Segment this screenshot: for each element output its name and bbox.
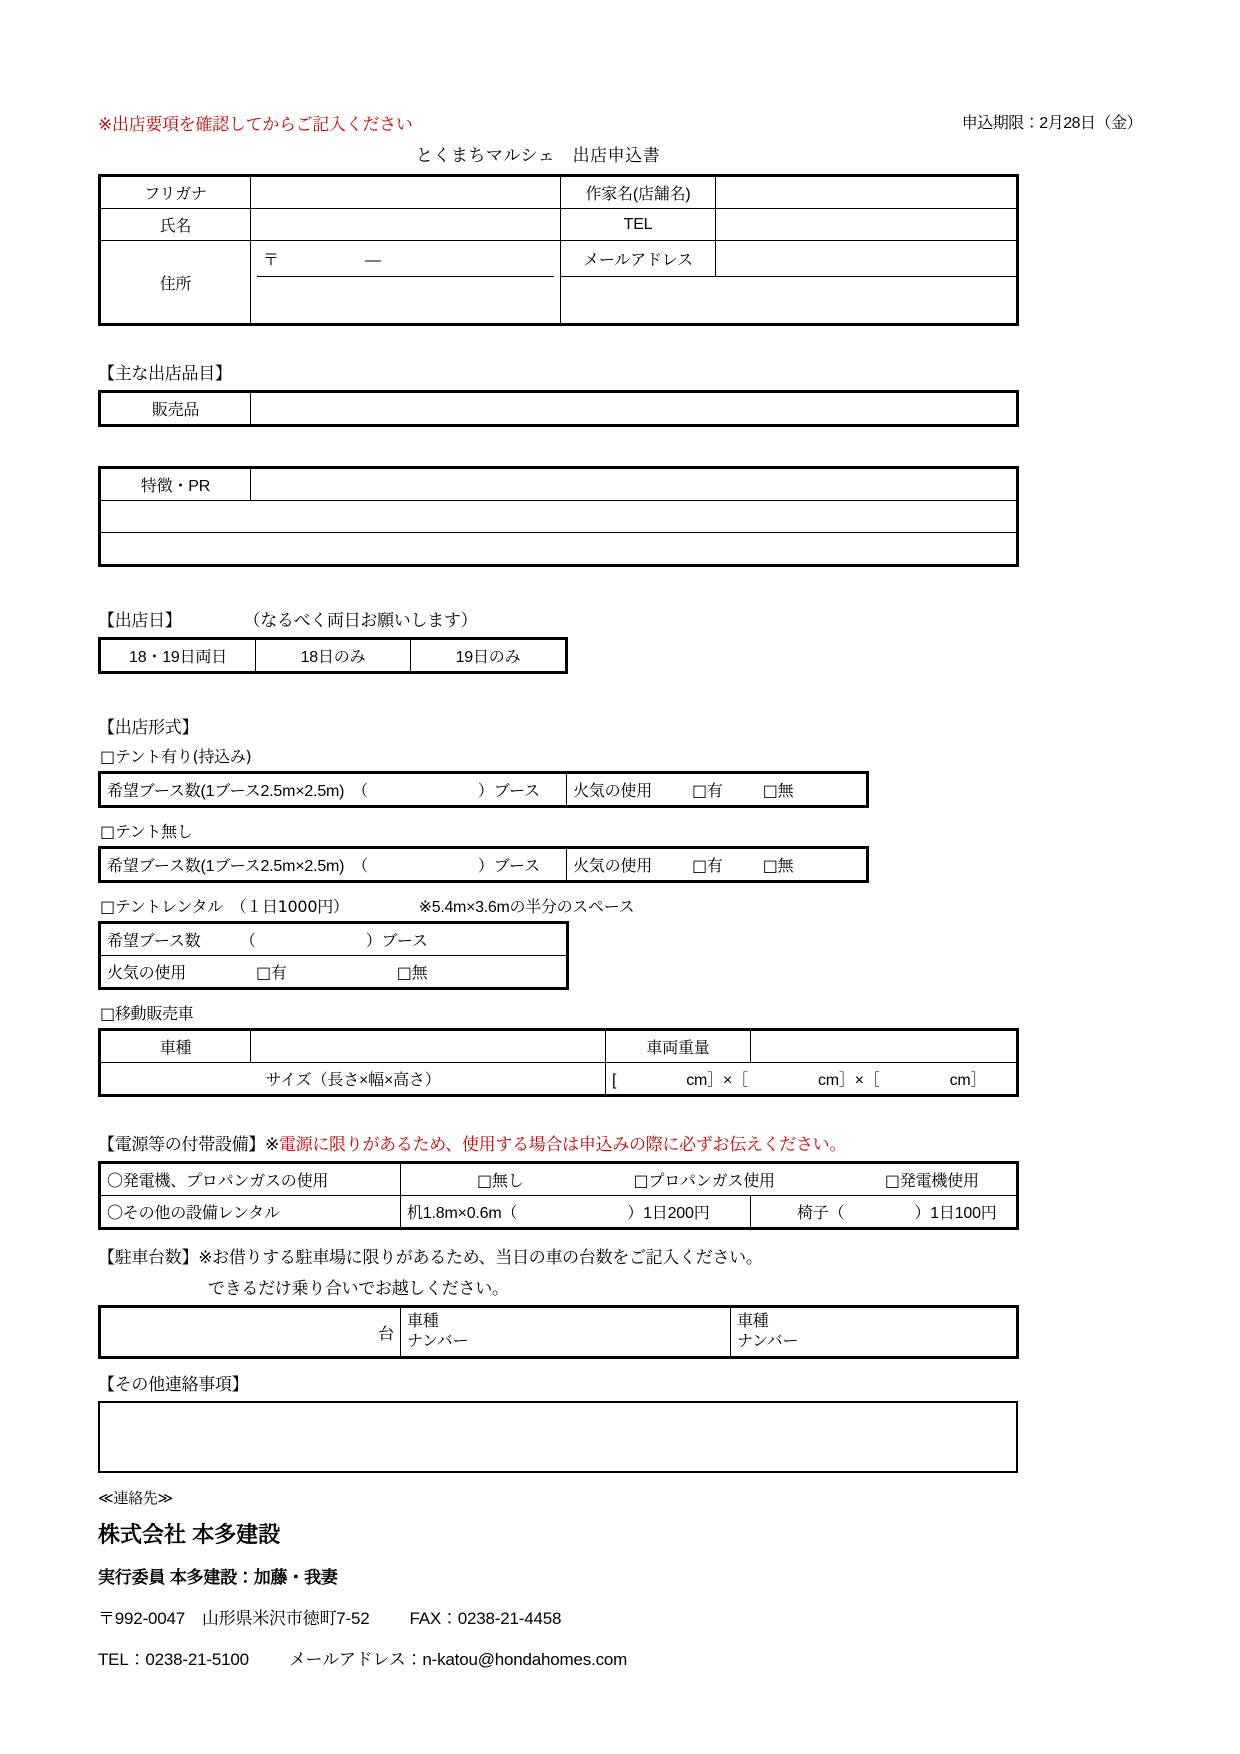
booth-count-suffix: ）ブース — [477, 783, 540, 800]
table-row — [101, 1063, 1017, 1095]
power-warn-mark: ※ — [265, 1135, 279, 1154]
table-row — [101, 177, 1017, 209]
email-input[interactable] — [716, 241, 1017, 277]
tel-label: TEL — [561, 209, 716, 241]
rental-booth-count-suffix: ）ブース — [365, 933, 428, 950]
size-bracket-open: [ — [612, 1072, 617, 1089]
sale-items-table-wrapper — [98, 390, 1019, 427]
pr-table-wrapper — [98, 466, 1019, 567]
parking-heading: 【駐車台数】※お借りする駐車場に限りがあるため、当日の車の台数をご記入ください。 — [98, 1248, 763, 1267]
rental-booth-count-cell[interactable] — [101, 924, 567, 956]
rental-fire-use-cell[interactable] — [101, 956, 567, 988]
size-unit-2: cm］×［ — [817, 1072, 880, 1089]
car-type-label: 車種 — [407, 1313, 439, 1330]
address-label: 住所 — [101, 241, 251, 324]
parking-table — [100, 1307, 1017, 1357]
table-row — [101, 849, 867, 881]
dates-heading-row — [98, 606, 1148, 631]
desk-rental-cell[interactable] — [401, 1196, 751, 1228]
tent-rental-table-wrapper — [98, 921, 569, 990]
checkbox-fire-yes[interactable]: □有 — [692, 781, 723, 800]
booth-tent-none-table — [100, 848, 867, 881]
vehicle-size-label: サイズ（長さ×幅×高さ） — [101, 1063, 606, 1095]
other-notes-input[interactable] — [98, 1401, 1018, 1473]
vehicle-table-wrapper — [98, 1028, 1019, 1097]
checkbox-tent-rental[interactable]: □テントレンタル （１日1000円） — [100, 897, 349, 916]
table-row — [101, 209, 1017, 241]
pr-label: 特徴・PR — [101, 469, 251, 501]
generator-options-cell[interactable] — [401, 1164, 1017, 1196]
booth-count-label: 希望ブース数(1ブース2.5m×2.5m) （ — [107, 858, 368, 875]
contact-fax: FAX：0238-21-4458 — [409, 1609, 562, 1628]
table-row — [101, 774, 867, 806]
fire-use-label: 火気の使用 — [107, 965, 187, 982]
car-number-label: ナンバー — [737, 1333, 799, 1350]
size-unit-1: cm］×［ — [686, 1072, 748, 1089]
rental-booth-count-label: 希望ブース数 （ — [107, 933, 256, 950]
checkbox-generator-use[interactable]: □発電機使用 — [884, 1171, 979, 1190]
checkbox-fire-no[interactable]: □無 — [762, 781, 794, 800]
fire-use-label: 火気の使用 — [573, 858, 653, 875]
pr-input-line3[interactable] — [101, 533, 1017, 565]
page-header — [98, 110, 1148, 135]
booth-count-suffix: ）ブース — [477, 858, 540, 875]
table-row — [101, 241, 1017, 277]
zip-line — [257, 245, 554, 277]
applicant-table — [100, 176, 1017, 324]
applicant-table-wrapper — [98, 174, 1019, 326]
booth-count-cell[interactable] — [101, 774, 567, 806]
checkbox-fire-no[interactable]: □無 — [762, 856, 794, 875]
artist-name-label: 作家名(店舗名) — [561, 177, 716, 209]
pr-input[interactable] — [251, 469, 1017, 501]
confirm-requirements-note: ※出店要項を確認してからご記入ください — [98, 115, 413, 134]
chair-rental-cell[interactable] — [751, 1196, 1017, 1228]
parking-subnote: できるだけ乗り合いでお越しください。 — [208, 1279, 509, 1298]
checkbox-generator-none[interactable]: □無し — [477, 1171, 524, 1190]
table-row — [101, 469, 1017, 501]
tent-rental-note: ※5.4m×3.6mの半分のスペース — [418, 899, 635, 916]
checkbox-fire-yes[interactable]: □有 — [256, 963, 287, 982]
parking-car-1-cell[interactable] — [401, 1308, 731, 1357]
size-unit-3: cm］ — [949, 1072, 987, 1089]
generator-label: 〇発電機、プロパンガスの使用 — [101, 1164, 401, 1196]
zip-mark-icon: 〒 — [263, 252, 279, 269]
date-option-both[interactable]: 18・19日両日 — [101, 640, 256, 672]
dates-note: （なるべく両日お願いします） — [243, 611, 478, 630]
vehicle-weight-label: 車両重量 — [606, 1031, 751, 1063]
contact-footer — [98, 1487, 1148, 1670]
table-row — [101, 1196, 1017, 1228]
address-input[interactable] — [257, 277, 554, 319]
fire-use-label: 火気の使用 — [573, 783, 653, 800]
power-warning-text: 電源に限りがあるため、使用する場合は申込みの際に必ずお伝えください。 — [278, 1135, 847, 1154]
checkbox-fire-no[interactable]: □無 — [396, 963, 428, 982]
contact-address: 〒992-0047 山形県米沢市徳町7-52 — [98, 1609, 370, 1628]
tel-input[interactable] — [716, 209, 1017, 241]
sale-item-input[interactable] — [251, 393, 1017, 425]
checkbox-tent-bring[interactable]: □テント有り(持込み) — [100, 747, 252, 766]
artist-name-input[interactable] — [716, 177, 1017, 209]
booth-tent-none-table-wrapper — [98, 846, 869, 883]
items-heading: 【主な出店品目】 — [98, 364, 232, 383]
contact-company: 株式会社 本多建設 — [98, 1522, 281, 1547]
format-heading: 【出店形式】 — [98, 718, 199, 737]
table-row — [101, 1031, 1017, 1063]
dates-heading: 【出店日】 — [98, 611, 182, 630]
dates-table — [100, 639, 566, 672]
address-input-cell[interactable] — [251, 241, 561, 324]
checkbox-fire-yes[interactable]: □有 — [692, 856, 723, 875]
vehicle-type-input[interactable] — [251, 1031, 606, 1063]
other-rental-label: 〇その他の設備レンタル — [101, 1196, 401, 1228]
zip-dash: ― — [364, 252, 381, 269]
contact-committee: 実行委員 本多建設：加藤・我妻 — [98, 1568, 338, 1587]
vehicle-type-label: 車種 — [101, 1031, 251, 1063]
contact-email: メールアドレス：n-katou@hondahomes.com — [288, 1650, 628, 1669]
vehicle-weight-input[interactable] — [751, 1031, 1017, 1063]
booth-tent-bring-table-wrapper — [98, 771, 869, 808]
checkbox-propane-use[interactable]: □プロパンガス使用 — [633, 1171, 775, 1190]
table-row — [101, 501, 1017, 533]
table-row — [101, 956, 567, 988]
contact-tel: TEL：0238-21-5100 — [98, 1650, 249, 1669]
vehicle-table — [100, 1030, 1017, 1095]
sale-item-label: 販売品 — [101, 393, 251, 425]
contact-address-row — [98, 1604, 1148, 1629]
furigana-input[interactable] — [251, 177, 561, 209]
pr-table — [100, 468, 1017, 565]
car-number-label: ナンバー — [407, 1333, 469, 1350]
booth-count-label: 希望ブース数(1ブース2.5m×2.5m) （ — [107, 783, 368, 800]
power-heading-row — [98, 1130, 1148, 1155]
date-option-19[interactable]: 19日のみ — [411, 640, 566, 672]
application-deadline: 申込期限：2月28日（金） — [961, 115, 1142, 132]
pr-input-line2[interactable] — [101, 501, 1017, 533]
booth-tent-bring-table — [100, 773, 867, 806]
contact-tel-row — [98, 1645, 1148, 1670]
power-heading: 【電源等の付帯設備】 — [98, 1135, 265, 1154]
page-title: とくまちマルシェ 出店申込書 — [415, 146, 661, 165]
table-row — [101, 924, 567, 956]
parking-count-unit: 台 — [378, 1325, 394, 1343]
chair-rental-label: 椅子（ — [797, 1205, 845, 1222]
tent-rental-table — [100, 923, 567, 988]
table-row — [101, 1308, 1017, 1357]
tent-rental-row — [100, 894, 1148, 917]
booth-count-cell[interactable] — [101, 849, 567, 881]
table-row — [101, 393, 1017, 425]
email-extra-cell[interactable] — [561, 276, 1017, 323]
email-label: メールアドレス — [561, 241, 716, 277]
parking-car-2-cell[interactable] — [731, 1308, 1017, 1357]
parking-table-wrapper — [98, 1305, 1019, 1359]
table-row — [101, 1164, 1017, 1196]
name-input[interactable] — [251, 209, 561, 241]
furigana-label: フリガナ — [101, 177, 251, 209]
table-row — [101, 640, 566, 672]
car-type-label: 車種 — [737, 1313, 769, 1330]
table-row — [101, 533, 1017, 565]
power-table-wrapper — [98, 1161, 1019, 1230]
contact-lead: ≪連絡先≫ — [98, 1490, 173, 1507]
checkbox-mobile-shop[interactable]: □移動販売車 — [100, 1004, 194, 1023]
vehicle-size-input[interactable] — [606, 1063, 1017, 1095]
fire-use-cell[interactable] — [567, 849, 867, 881]
other-heading: 【その他連絡事項】 — [98, 1375, 249, 1394]
chair-rental-price: ）1日100円 — [914, 1205, 997, 1222]
date-option-18[interactable]: 18日のみ — [256, 640, 411, 672]
name-label: 氏名 — [101, 209, 251, 241]
desk-rental-label: 机1.8m×0.6m（ — [407, 1205, 518, 1222]
checkbox-tent-none[interactable]: □テント無し — [100, 822, 193, 841]
desk-rental-price: ）1日200円 — [627, 1205, 710, 1222]
fire-use-cell[interactable] — [567, 774, 867, 806]
dates-table-wrapper — [98, 637, 568, 674]
parking-count-cell[interactable] — [101, 1308, 401, 1357]
power-table — [100, 1163, 1017, 1228]
sale-items-table — [100, 392, 1017, 425]
